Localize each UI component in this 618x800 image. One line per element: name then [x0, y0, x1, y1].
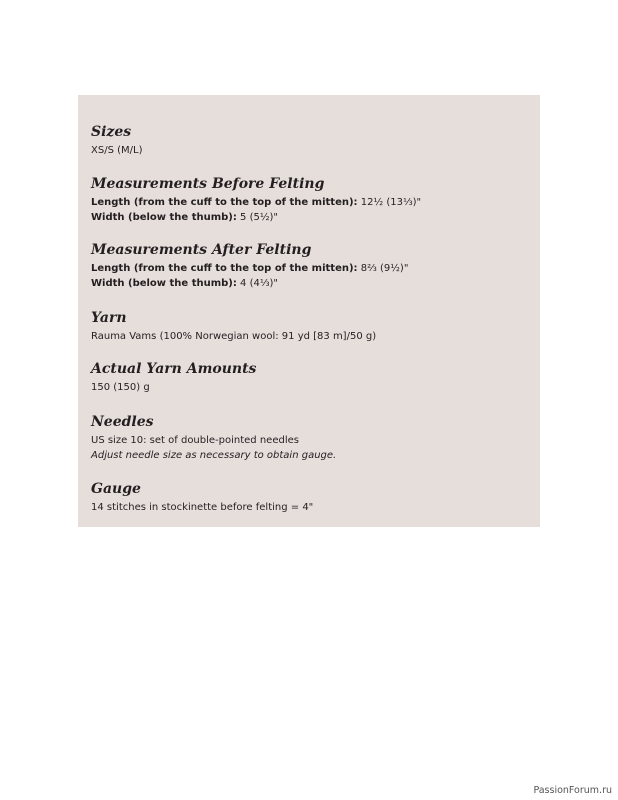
width-label: Width (below the thumb): [91, 278, 237, 289]
width-value: 5 (5½)" [236, 212, 279, 223]
width-line [91, 276, 530, 291]
needles-note: Adjust needle size as necessary to obtain gauge. [91, 450, 337, 461]
section-heading: Needles [91, 414, 154, 430]
sizes-section [91, 123, 530, 158]
length-line [91, 261, 530, 276]
section-heading: Measurements Before Felting [91, 176, 325, 192]
yarn-amounts-section [91, 360, 530, 395]
section-heading: Actual Yarn Amounts [91, 361, 257, 377]
section-heading: Sizes [91, 124, 132, 140]
needles-value: US size 10: set of double-pointed needles [91, 435, 299, 446]
specs-panel [78, 95, 540, 527]
yarn-amounts-value: 150 (150) g [91, 382, 150, 393]
section-heading: Gauge [91, 481, 141, 497]
sizes-value: XS/S (M/L) [91, 145, 143, 156]
length-value: 12½ (13⅓)" [357, 197, 422, 208]
yarn-section [91, 309, 530, 344]
watermark: PassionForum.ru [533, 785, 612, 796]
width-line [91, 210, 530, 225]
width-label: Width (below the thumb): [91, 212, 237, 223]
gauge-section [91, 480, 530, 515]
yarn-value: Rauma Vams (100% Norwegian wool: 91 yd [83 m]/50 g) [91, 331, 377, 342]
measurements-after-section [91, 241, 530, 291]
section-heading: Yarn [91, 310, 127, 326]
needles-section [91, 413, 530, 463]
gauge-value: 14 stitches in stockinette before felting = 4" [91, 502, 314, 513]
length-line [91, 195, 530, 210]
length-label: Length (from the cuff to the top of the mitten): [91, 197, 358, 208]
length-label: Length (from the cuff to the top of the mitten): [91, 263, 358, 274]
width-value: 4 (4⅓)" [236, 278, 279, 289]
length-value: 8⅔ (9½)" [357, 263, 409, 274]
section-heading: Measurements After Felting [91, 242, 312, 258]
measurements-before-section [91, 175, 530, 225]
